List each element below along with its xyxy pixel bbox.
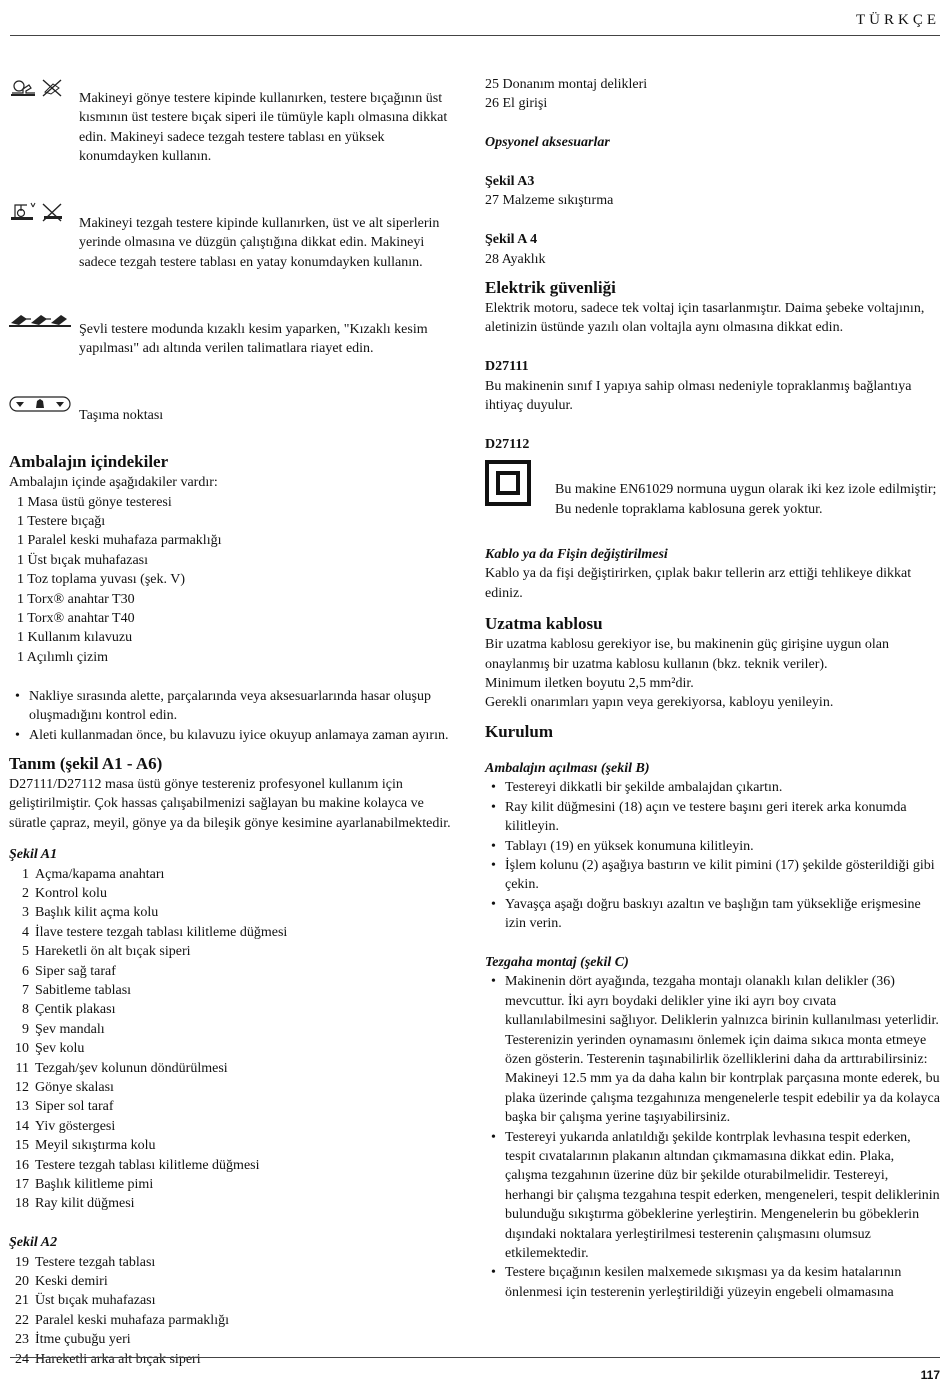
list-item: 28 Ayaklık [485,251,546,267]
figure-heading: Şekil A 4 [485,232,538,248]
slide-cut-icon [9,308,79,328]
contents-list [9,493,464,668]
bottom-rule [10,1357,940,1358]
double-insulation-icon [485,460,531,506]
subheading: Tezgaha montaj (şekil C) [485,954,629,970]
icon-note-text: Taşıma noktası [79,407,164,423]
list-item: 1 Masa üstü gönye testeresi [17,494,172,510]
list-item: 13 Siper sol taraf [15,1099,114,1115]
icon-note [9,306,464,373]
section-heading: Kurulum [485,721,554,741]
list-item: 22 Paralel keski muhafaza parmaklığı [15,1312,229,1328]
language-header: TÜRKÇE [856,12,940,28]
page-number: 117 [920,1368,940,1382]
paragraph: Bu makinenin sınıf I yapıya sahip olması nedeniyle topraklanmış bağlantıya ihtiyaç duyulur. [485,378,912,414]
icon-note-text: Makineyi tezgah testere kipinde kullanırken, üst ve alt siperlerin yerinde olmasına ve düzgün çalıştığına dikkat edin. Makineyi sadece tezgah testere tablası en yatay konumdayken kullanın. [79,216,440,270]
paragraph: Ambalajın içinde aşağıdakiler vardır: [9,475,218,491]
section-heading: Uzatma kablosu [485,614,603,634]
list-item: 10 Şev kolu [15,1041,85,1057]
list-item: 17 Başlık kilitleme pimi [15,1177,154,1193]
list-item: 1 Torx® anahtar T30 [17,591,135,607]
list-item: 12 Gönye skalası [15,1080,114,1095]
list-item: 25 Donanım montaj delikleri [485,77,648,92]
list-item: 9 Şev mandalı [22,1021,105,1037]
bullet-item: • Yavaşça aşağı doğru baskıyı azaltın ve başlığın tam yüksekliğe erişmesine izin verin. [485,895,940,934]
list-item: 15 Meyil sıkıştırma kolu [15,1138,156,1154]
paragraph: Bu makine EN61029 normuna uygun olarak iki kez izole edilmiştir; Bu nedenle topraklama kablosuna gerek yoktur. [555,482,937,517]
list-item: 23 İtme çubuğu yeri [15,1332,131,1348]
section-heading: Ambalajın içindekiler [9,452,169,472]
list-item: 24 Hareketli arka alt bıçak siperi [15,1351,201,1367]
list-item: 1 Torx® anahtar T40 [17,611,135,627]
figure-heading: Şekil A3 [485,174,535,189]
list-item: 16 Testere tezgah tablası kilitleme düğmesi [15,1157,260,1173]
section-heading: Tanım (şekil A1 - A6) [9,753,163,773]
list-item: 3 Başlık kilit açma kolu [22,905,159,921]
icon-note [9,75,464,181]
miter-saw-guard-icon [9,77,79,97]
list-item: 1 Toz toplama yuvası (şek. V) [17,572,186,588]
bullet-item: • Ray kilit düğmesini (18) açın ve testere başını geri iterek arka konumda kilitleyin. [485,798,940,837]
list-item: 1 Üst bıçak muhafazası [17,552,149,568]
section-heading: Elektrik güvenliği [485,278,616,298]
list-item: 18 Ray kilit düğmesi [15,1196,135,1212]
paragraph: Minimum iletken boyutu 2,5 mm²dir. [485,676,694,692]
list-item: 4 İlave testere tezgah tablası kilitleme düğmesi [22,924,288,940]
paragraph: Bir uzatma kablosu gerekiyor ise, bu makinenin güç girişine uygun olan onaylanmış bir uzatma kablosu kullanın (bkz. teknik veriler). [485,637,889,672]
subheading: Ambalajın açılması (şekil B) [485,760,650,776]
top-rule [10,35,940,36]
list-item: 11 Tezgah/şev kolunun döndürülmesi [15,1060,228,1076]
left-column [9,75,464,1369]
list-item: 21 Üst bıçak muhafazası [15,1293,156,1309]
subheading: Opsyonel aksesuarlar [485,135,610,151]
figure-heading: Şekil A1 [9,847,58,863]
figure-heading: Şekil A2 [9,1235,58,1251]
bullet-list [485,972,940,1302]
paragraph: Gerekli onarımları yapın veya gerekiyorsa, kabloyu yenileyin. [485,695,834,711]
model-heading: D27112 [485,436,530,452]
list-item: 5 Hareketli ön alt bıçak siperi [22,944,191,960]
paragraph: D27111/D27112 masa üstü gönye testereniz profesyonel kullanım için geliştirilmiştir. Çok hassas çalışabilmenizi sağlayan bu makine kolayca ve süratle çapraz, meyil, gönye ya da bileşik gönye kesimine ayarlanabilmektedir. [9,776,451,831]
model-heading: D27111 [485,359,529,375]
bullet-item: • Nakliye sırasında alette, parçalarında veya aksesuarlarında hasar oluşup oluşmadığını kontrol edin. [9,687,464,726]
right-column [485,75,940,1302]
icon-note-text: Şevli testere modunda kızaklı kesim yaparken, "Kızaklı kesim yapılması" adı altında verilen talimatlara riayet edin. [79,321,428,357]
list-item: 26 El girişi [485,96,548,112]
icon-note-text: Makineyi gönye testere kipinde kullanırken, testere bıçağının üst kısmının üst testere bıçak siperi ile tümüyle kaplı olmasına dikkat edin. Makineyi sadece tezgah testere tablası en yüksek konumdayken kullanın. [79,91,448,165]
table-saw-guard-icon [9,202,79,222]
parts-list [9,865,464,1214]
bullet-list [485,778,940,933]
list-item: 2 Kontrol kolu [22,885,107,901]
carry-point-icon [9,394,79,414]
list-item: 1 Açma/kapama anahtarı [22,866,165,882]
list-item: 1 Açılımlı çizim [17,649,108,665]
icon-note [9,200,464,286]
list-item: 20 Keski demiri [15,1274,108,1290]
icon-note [9,392,464,439]
list-item: 8 Çentik plakası [22,1002,116,1018]
bullet-item: • Aleti kullanmadan önce, bu kılavuzu iyice okuyup anlamaya zaman ayırın. [9,726,464,745]
list-item: 19 Testere tezgah tablası [15,1254,156,1270]
list-item: 14 Yiv göstergesi [15,1118,116,1134]
bullet-item: • İşlem kolunu (2) aşağıya bastırın ve kilit pimini (17) şekilde gösterildiği gibi çekin. [485,856,940,895]
double-insulation-note [485,460,940,533]
bullet-item: • Testereyi dikkatli bir şekilde ambalajdan çıkartın. [485,778,940,797]
subheading: Kablo ya da Fişin değiştirilmesi [485,547,668,563]
list-item: 1 Paralel keski muhafaza parmaklığı [17,533,222,549]
bullet-item: • Makinenin dört ayağında, tezgaha montajı olanaklı kılan delikler (36) mevcuttur. İki ayrı boydaki delikler yine iki ayrı boy cıvata kullanılabilmesini sağlıyor. Deliklerin yalnızca birinin kullanılması yeterlidir. Testerenizin yerinden oynamasını önlemek için daima sıkıca monta etmeye özen gösterin. Testerenin taşınabilirlik özelliklerini daha da arttırabilirsiniz: Makineyi 12.5 mm ya da daha kalın bir kontrplak parçasına monte ederek, bu plaka üzerinde çalışma tezgahınıza mengenelerle tespit edebilir ya da kolayca başka bir çalışma yerine taşıyabilirsiniz. [485,972,940,1127]
bullet-item: • Testere bıçağının kesilen malxemede sıkışması ya da kesim hatalarının önlenmesi için testerenin yerleştirildiği yüzeyin engebeli olmamasına [485,1263,940,1302]
bullet-list [9,687,464,745]
parts-list [9,1253,464,1369]
list-item: 1 Testere bıçağı [17,514,106,530]
list-item: 27 Malzeme sıkıştırma [485,193,614,209]
paragraph: Kablo ya da fişi değiştirirken, çıplak bakır tellerin arz ettiği tehlikeye dikkat ediniz. [485,566,912,601]
paragraph: Elektrik motoru, sadece tek voltaj için tasarlanmıştır. Daima şebeke voltajının, aletinizin üstünde yazılı olan voltajla aynı olmasına dikkat edin. [485,301,925,336]
parts-list [485,75,940,114]
list-item: 6 Siper sağ taraf [22,963,116,979]
list-item: 1 Kullanım kılavuzu [17,630,133,646]
bullet-item: • Tablayı (19) en yüksek konumuna kilitleyin. [485,837,940,856]
bullet-item: • Testereyi yukarıda anlatıldığı şekilde kontrplak levhasına tespit ederken, tespit cıvatalarının plakanın altından çıkmamasına dikkat edin. Plaka, çalışma tezgahının üzerine düz bir şekilde oturabilmelidir. Testereyi, herhangi bir çalışma tezgahına tespit ederken, mengeneleri, tespit deliklerinin bulunduğu sıkıştırma göbeklerine yerleştirin. Mengenelerin bu göbeklerin dışındaki noktalara yerleştirilmesi testerenin çalışmasını olumsuz etkilemektedir. [485,1128,940,1264]
list-item: 7 Sabitleme tablası [22,982,132,998]
